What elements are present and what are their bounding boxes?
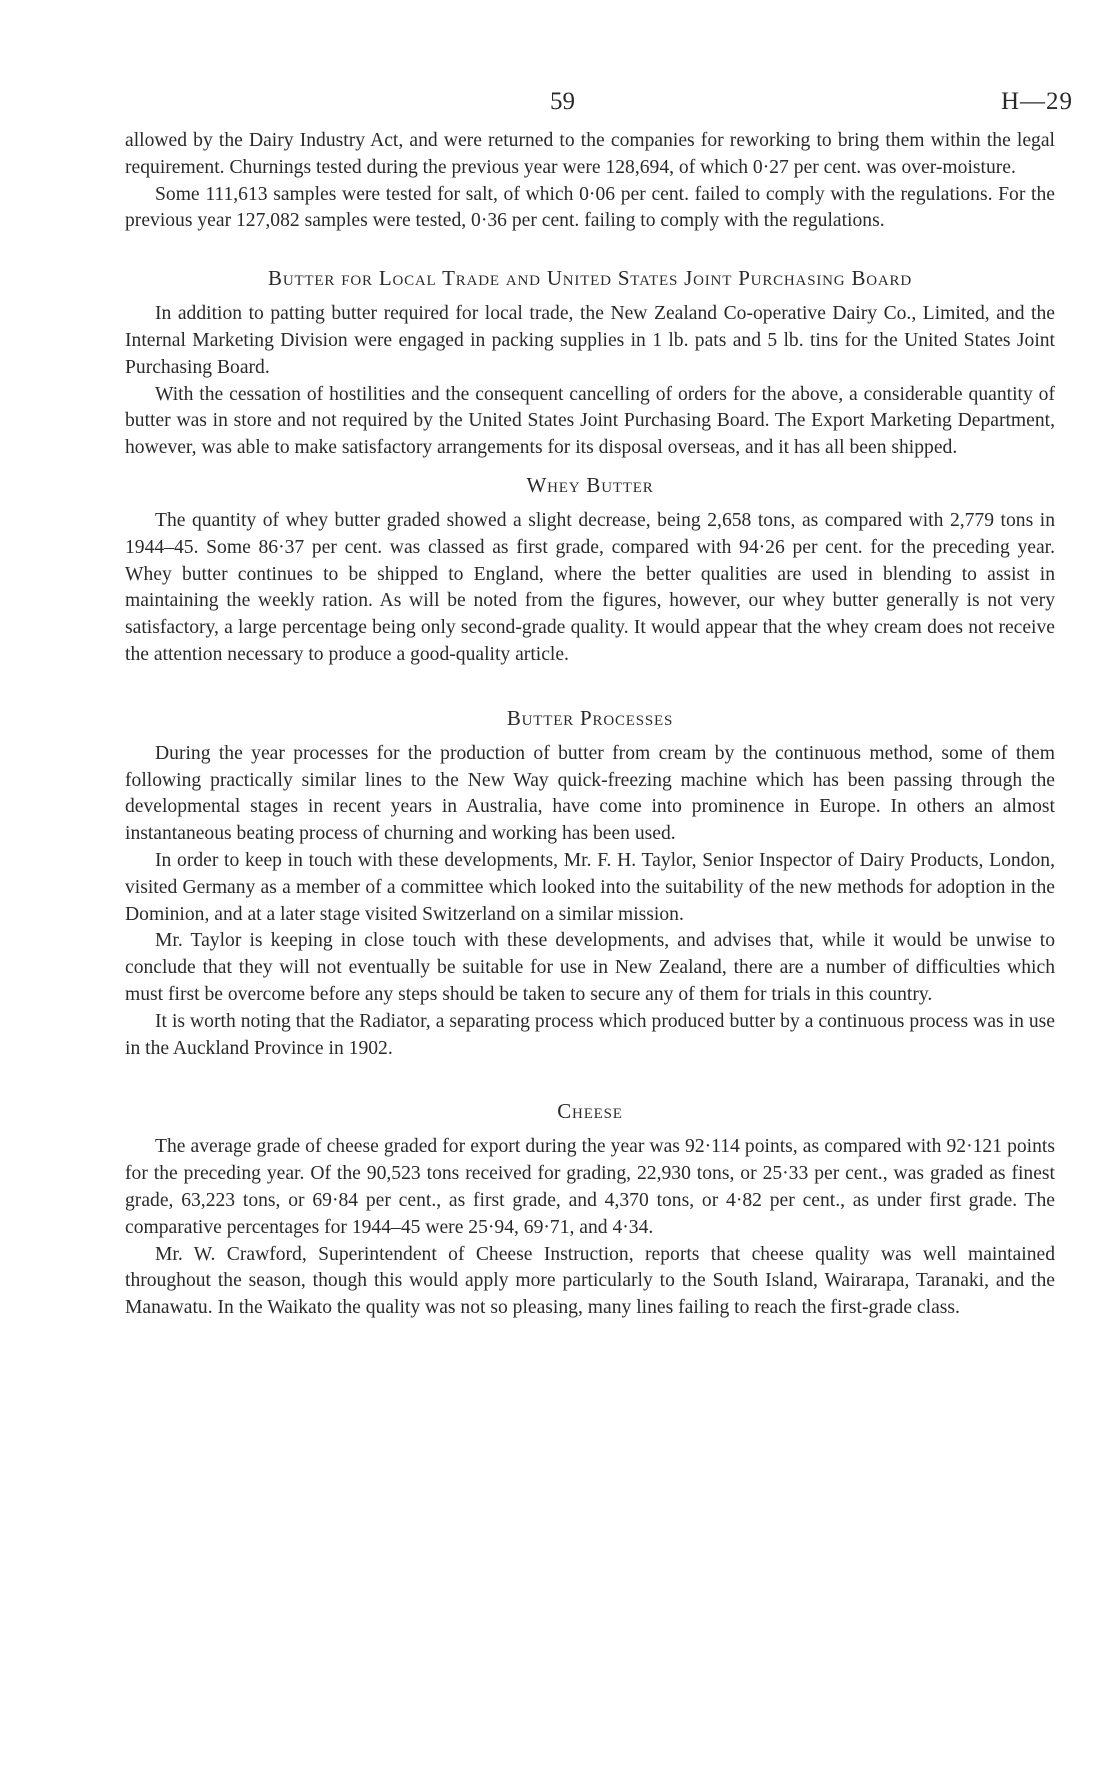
heading-cheese: Cheese [557, 1099, 623, 1124]
intro-paragraph-2: Some 111,613 samples were tested for salt, of which 0·06 per cent. failed to comply with the regulations. For the previous year 127,082 samples were tested, 0·36 per cent. failing to comply with the regulations. [125, 183, 1055, 232]
heading-whey-butter: Whey Butter [526, 472, 654, 497]
cheese-paragraph-1: The average grade of cheese graded for export during the year was 92·114 points, as compared with 92·121 points for the preceding year. Of the 90,523 tons received for grading, 22,930 tons, or 25·33 per cent., was graded as finest grade, 63,223 tons, or 69·84 per cent., as first grade, and 4,370 tons, or 4·82 per cent., as under first grade. The comparative percentages for 1944–45 were 25·94, 69·71, and 4·34. [125, 1136, 1055, 1238]
butter-processes-paragraph-2: In order to keep in touch with these developments, Mr. F. H. Taylor, Senior Inspector of Dairy Products, London, visited Germany as a member of a committee which looked into the suitability of the new methods for adoption in the Dominion, and at a later stage visited Switzerland on a similar mission. [125, 849, 1055, 925]
heading-local-trade: Butter for Local Trade and United States Joint Purchasing Board [268, 266, 912, 291]
heading-butter-processes: Butter Processes [506, 705, 674, 730]
page-number: 59 [550, 88, 575, 115]
butter-processes-paragraph-3: Mr. Taylor is keeping in close touch with these developments, and advises that, while it would be unwise to conclude that they will not eventually be suitable for use in New Zealand, there are a number of difficulties which must first be overcome before any steps should be taken to secure any of them for trials in this country. [125, 930, 1055, 1005]
local-trade-paragraph-1: In addition to patting butter required for local trade, the New Zealand Co-operative Dairy Co., Limited, and the Internal Marketing Division were engaged in packing supplies in 1 lb. pats and 5 lb. tins for the United States Joint Purchasing Board. [125, 303, 1055, 378]
butter-processes-paragraph-1: During the year processes for the production of butter from cream by the continuous method, some of them following practically similar lines to the New Way quick-freezing machine which has been passing through the developmental stages in recent years in Australia, have come into prominence in Europe. In others an almost instantaneous beating process of churning and working has been used. [125, 742, 1055, 845]
page-header [125, 88, 1073, 128]
butter-processes-paragraph-4: It is worth noting that the Radiator, a separating process which produced butter by a continuous process was in use in the Auckland Province in 1902. [125, 1010, 1055, 1059]
cheese-paragraph-2: Mr. W. Crawford, Superintendent of Cheese Instruction, reports that cheese quality was well maintained throughout the season, though this would apply more particularly to the South Island, Wairarapa, Taranaki, and the Manawatu. In the Waikato the quality was not so pleasing, many lines failing to reach the first-grade class. [125, 1243, 1055, 1319]
intro-paragraph-1: allowed by the Dairy Industry Act, and were returned to the companies for reworking to bring them within the legal requirement. Churnings tested during the previous year were 128,694, of which 0·27 per cent. was over-moisture. [125, 130, 1055, 178]
whey-butter-paragraph-1: The quantity of whey butter graded showed a slight decrease, being 2,658 tons, as compared with 2,779 tons in 1944–45. Some 86·37 per cent. was classed as first grade, compared with 94·26 per cent. for the preceding year. Whey butter continues to be shipped to England, where the better qualities are used in blending to assist in maintaining the weekly ration. As will be noted from the figures, however, our whey butter generally is not very satisfactory, a large percentage being only second-grade quality. It would appear that the whey cream does not receive the attention necessary to produce a good-quality article. [125, 509, 1055, 665]
local-trade-paragraph-2: With the cessation of hostilities and the consequent cancelling of orders for the above, a considerable quantity of butter was in store and not required by the United States Joint Purchasing Board. The Export Marketing Department, however, was able to make satisfactory arrangements for its disposal overseas, and it has all been shipped. [125, 383, 1055, 459]
document-code: H—29 [1000, 88, 1073, 115]
document-page [125, 88, 1073, 1322]
